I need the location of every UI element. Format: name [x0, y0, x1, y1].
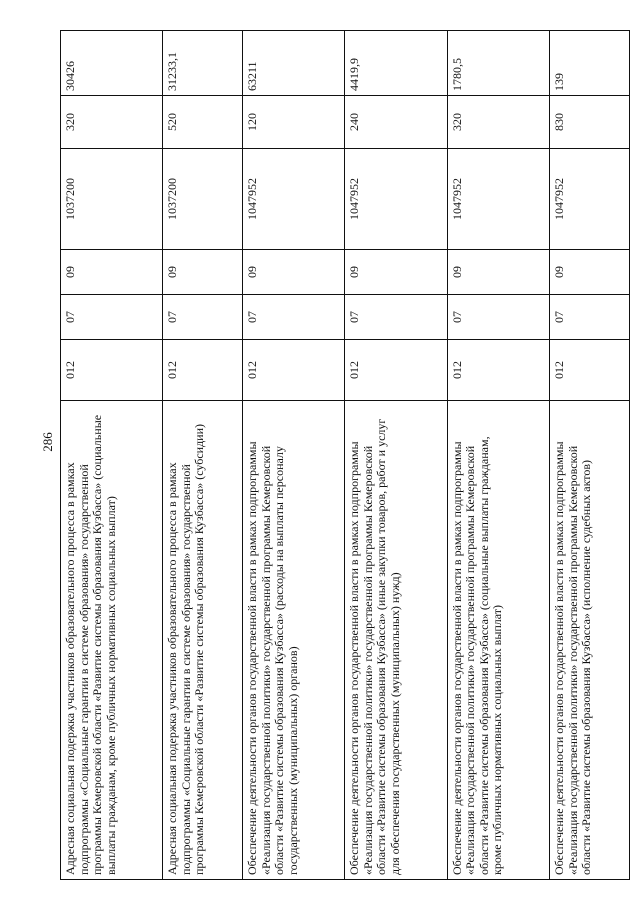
row-code: 012 [345, 340, 447, 401]
row-target: 1047952 [345, 149, 447, 250]
row-subsection: 09 [163, 250, 243, 295]
row-description: Обеспечение деятельности органов государственной власти в рамках подпрограммы «Реализация государственной политики» государственной программы Кемеровской области «Развитие системы образования Кузбасса» (социальные выплаты гражданам, кроме публичных нормативных социальных выплат) [447, 401, 549, 880]
row-expense-type: 120 [243, 96, 345, 149]
table-row [447, 31, 549, 880]
row-description: Адресная социальная подержка участников образовательного процесса в рамках подпрограммы «Социальные гарантии в системе образования» государственной программы Кемеровской области «Развитие системы образования Кузбасса» (социальные выплаты гражданам, кроме публичных нормативных социальных выплат) [61, 401, 163, 880]
row-expense-type: 520 [163, 96, 243, 149]
table-row [163, 31, 243, 880]
row-section: 07 [163, 295, 243, 340]
row-description: Обеспечение деятельности органов государственной власти в рамках подпрограммы «Реализация государственной политики» государственной программы Кемеровской области «Развитие системы образования Кузбасса» (расходы на выплаты персоналу государственных (муниципальных) органов) [243, 401, 345, 880]
row-expense-type: 320 [447, 96, 549, 149]
row-target: 1047952 [550, 149, 630, 250]
row-target: 1037200 [163, 149, 243, 250]
rotated-table-container [60, 30, 630, 880]
row-expense-type: 830 [550, 96, 630, 149]
row-amount: 31233,1 [163, 31, 243, 96]
table-row [243, 31, 345, 880]
row-amount: 30426 [61, 31, 163, 96]
row-section: 07 [550, 295, 630, 340]
row-subsection: 09 [345, 250, 447, 295]
row-code: 012 [61, 340, 163, 401]
row-subsection: 09 [447, 250, 549, 295]
row-section: 07 [243, 295, 345, 340]
row-code: 012 [447, 340, 549, 401]
row-amount: 139 [550, 31, 630, 96]
row-description: Обеспечение деятельности органов государственной власти в рамках подпрограммы «Реализация государственной политики» государственной программы Кемеровской области «Развитие системы образования Кузбасса» (исполнение судебных актов) [550, 401, 630, 880]
row-code: 012 [163, 340, 243, 401]
budget-table [60, 30, 630, 880]
row-amount: 63211 [243, 31, 345, 96]
row-code: 012 [243, 340, 345, 401]
row-subsection: 09 [61, 250, 163, 295]
table-row [61, 31, 163, 880]
row-target: 1037200 [61, 149, 163, 250]
row-target: 1047952 [447, 149, 549, 250]
row-target: 1047952 [243, 149, 345, 250]
row-expense-type: 240 [345, 96, 447, 149]
row-code: 012 [550, 340, 630, 401]
row-subsection: 09 [243, 250, 345, 295]
row-section: 07 [447, 295, 549, 340]
page-number: 286 [40, 432, 55, 452]
row-subsection: 09 [550, 250, 630, 295]
table-row [345, 31, 447, 880]
row-amount: 4419,9 [345, 31, 447, 96]
row-section: 07 [61, 295, 163, 340]
row-section: 07 [345, 295, 447, 340]
row-amount: 1780,5 [447, 31, 549, 96]
row-description: Обеспечение деятельности органов государственной власти в рамках подпрограммы «Реализация государственной политики» государственной программы Кемеровской области «Развитие системы образования Кузбасса» (иные закупки товаров, работ и услуг для обеспечения государственных (муниципальных) нужд) [345, 401, 447, 880]
row-description: Адресная социальная подержка участников образовательного процесса в рамках подпрограммы «Социальные гарантии в системе образования» государственной программы Кемеровской области «Развитие системы образования Кузбасса» (субсидии) [163, 401, 243, 880]
row-expense-type: 320 [61, 96, 163, 149]
table-row [550, 31, 630, 880]
